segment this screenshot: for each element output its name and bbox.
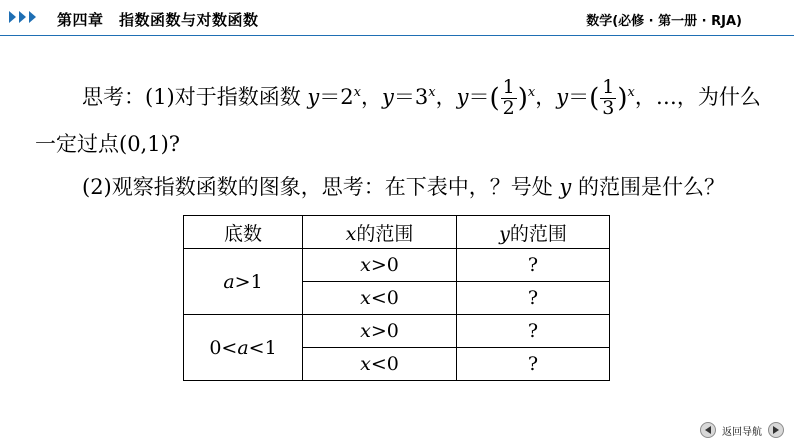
base-cell-a-between-0-1: 0<a<1 — [184, 315, 303, 381]
f4-lparen: ( — [589, 83, 600, 114]
arrow-left-icon[interactable] — [700, 422, 716, 438]
table-row — [184, 249, 610, 282]
sep-2: ， — [435, 84, 457, 109]
question-2 — [82, 177, 725, 198]
back-to-nav-link[interactable]: 返回导航 — [722, 426, 762, 438]
f4-denominator: 3 — [602, 96, 615, 119]
header-divider — [0, 35, 794, 36]
f3-lparen: ( — [489, 83, 500, 114]
f4-var: y — [556, 84, 569, 109]
x-range-cell: x>0 — [303, 249, 457, 282]
base-cell-a-gt-1: a>1 — [184, 249, 303, 315]
x-range-cell: x<0 — [303, 348, 457, 381]
f3-numerator: 1 — [502, 76, 515, 98]
fraction-third — [600, 78, 616, 119]
arrow-right-icon[interactable] — [768, 422, 784, 438]
x-range-cell: x>0 — [303, 315, 457, 348]
f3-denominator: 2 — [502, 96, 515, 119]
header-base: 底数 — [184, 216, 303, 249]
f3-eq: ＝ — [468, 84, 490, 109]
f4-numerator: 1 — [602, 76, 615, 98]
f4-eq: ＝ — [568, 84, 590, 109]
f4-rparen: ) — [617, 83, 628, 114]
footer-nav — [700, 422, 784, 438]
q1-tail: ，…，为什么 — [634, 84, 761, 109]
table-row — [184, 315, 610, 348]
f2-exp: x — [428, 84, 436, 100]
question-1-line-2: 一定过点(0,1)? — [35, 132, 181, 156]
f1-exp: x — [353, 84, 362, 100]
sep-3: ， — [535, 84, 557, 109]
y-range-cell: ? — [457, 249, 610, 282]
q1-intro: 思考：(1)对于指数函数 — [82, 84, 308, 109]
q2-text-before: (2)观察指数函数的图象，思考：在下表中，？号处 — [82, 175, 560, 199]
chapter-title: 第四章 指数函数与对数函数 — [57, 11, 259, 29]
f2-var: y — [382, 84, 394, 109]
q2-var: y — [559, 175, 572, 199]
exponential-range-table — [183, 215, 610, 381]
f1-eq: ＝2 — [319, 84, 354, 109]
question-1-line-1 — [82, 78, 761, 119]
f2-eq: ＝3 — [393, 84, 429, 109]
table-header-row — [184, 216, 610, 249]
header-x-range: x的范围 — [303, 216, 457, 249]
book-title: 数学(必修 · 第一册 · RJA) — [586, 14, 742, 29]
f3-var: y — [456, 84, 469, 109]
f4-exp: x — [627, 84, 635, 100]
sep-1: ， — [361, 84, 383, 109]
header-y-range: y的范围 — [457, 216, 610, 249]
fraction-half — [501, 78, 517, 119]
y-range-cell: ? — [457, 282, 610, 315]
header — [0, 0, 794, 34]
x-range-cell: x<0 — [303, 282, 457, 315]
f3-exp: x — [527, 84, 536, 100]
f3-rparen: ) — [517, 83, 528, 114]
y-range-cell: ? — [457, 348, 610, 381]
y-range-cell: ? — [457, 315, 610, 348]
q2-text-after: 的范围是什么？ — [571, 175, 725, 199]
f1-var: y — [307, 84, 320, 109]
